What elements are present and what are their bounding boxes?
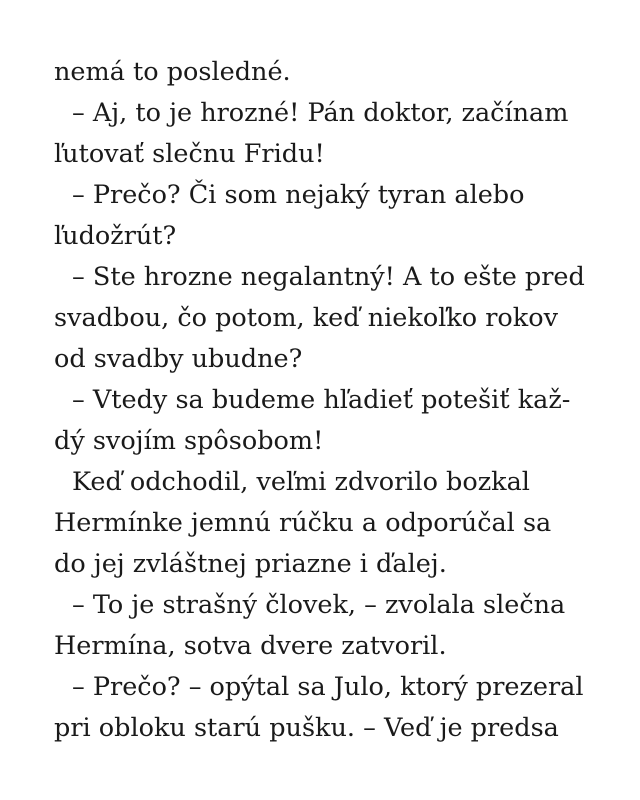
text-line: – Prečo? – opýtal sa Julo, ktorý prezeral xyxy=(72,672,584,702)
text-line: Keď odchodil, veľmi zdvorilo bozkal xyxy=(72,467,530,497)
text-line: nemá to posledné. xyxy=(54,57,291,87)
text-line: – Prečo? Či som nejaký tyran alebo xyxy=(72,180,525,210)
text-line: dý svojím spôsobom! xyxy=(54,426,324,456)
text-line: – Vtedy sa budeme hľadieť potešiť kaž- xyxy=(72,385,571,415)
page-text xyxy=(54,52,614,749)
text-line: – Aj, to je hrozné! Pán doktor, začínam xyxy=(72,98,569,128)
text-line: do jej zvláštnej priazne i ďalej. xyxy=(54,549,447,579)
text-line: ľutovať slečnu Fridu! xyxy=(54,139,325,169)
text-line: Hermínke jemnú rúčku a odporúčal sa xyxy=(54,508,552,538)
text-line: svadbou, čo potom, keď niekoľko rokov xyxy=(54,303,558,333)
text-line: – To je strašný človek, – zvolala slečna xyxy=(72,590,566,620)
text-line: Hermína, sotva dvere zatvoril. xyxy=(54,631,447,661)
text-line: od svadby ubudne? xyxy=(54,344,303,374)
text-line: – Ste hrozne negalantný! A to ešte pred xyxy=(72,262,585,292)
text-line: ľudožrút? xyxy=(54,221,177,251)
text-line: pri obloku starú pušku. – Veď je predsa xyxy=(54,713,559,743)
